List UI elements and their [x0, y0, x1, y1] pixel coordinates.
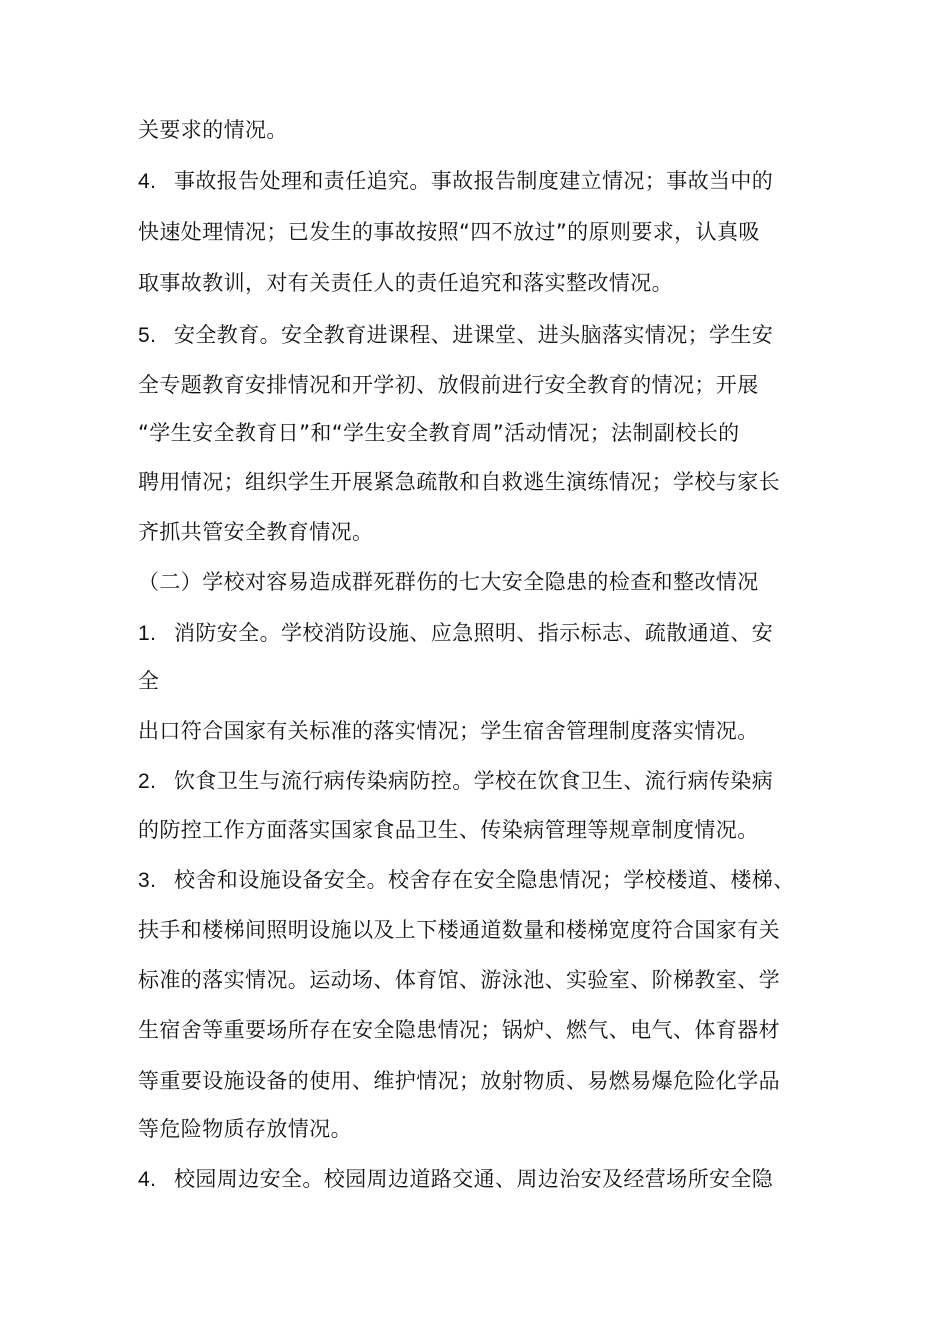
- text-content: 的防控工作方面落实国家食品卫生、传染病管理等规章制度情况。: [138, 818, 759, 842]
- text-content: 全: [138, 669, 160, 693]
- text-line: [138, 418, 838, 448]
- item-number: 4.: [138, 170, 157, 193]
- item-number: 3.: [138, 869, 157, 892]
- text-line: [138, 1114, 838, 1144]
- text-content: 等重要设施设备的使用、维护情况；放射物质、易燃易爆危险化学品: [138, 1069, 780, 1093]
- text-content: 快速处理情况；已发生的事故按照“四不放过”的原则要求，认真吸: [138, 220, 760, 244]
- text-line: [138, 1066, 838, 1096]
- text-line: [138, 815, 838, 845]
- text-content: 等危险物质存放情况。: [138, 1117, 352, 1141]
- text-line: [138, 166, 838, 197]
- text-line: [138, 915, 838, 945]
- text-content: 生宿舍等重要场所存在安全隐患情况；锅炉、燃气、电气、体育器材: [138, 1018, 780, 1042]
- item-number: 1.: [138, 622, 157, 645]
- text-content: 全专题教育安排情况和开学初、放假前进行安全教育的情况；开展: [138, 373, 759, 397]
- text-line: [138, 766, 838, 797]
- text-line: [138, 517, 838, 547]
- text-content: 取事故教训，对有关责任人的责任追究和落实整改情况。: [138, 271, 673, 295]
- text-content: 出口符合国家有关标准的落实情况；学生宿舍管理制度落实情况。: [138, 719, 759, 743]
- text-content: 校舍和设施设备安全。校舍存在安全隐患情况；学校楼道、楼梯、: [174, 868, 795, 892]
- text-line: [138, 965, 838, 995]
- text-line: [138, 320, 838, 351]
- item-number: 5.: [138, 324, 157, 347]
- text-line: [138, 217, 838, 247]
- text-line: [138, 865, 838, 896]
- text-line: [138, 1164, 838, 1195]
- text-line: [138, 716, 838, 746]
- text-content: 校园周边安全。校园周边道路交通、周边治安及经营场所安全隐: [174, 1167, 774, 1191]
- text-line: [138, 666, 838, 696]
- text-line: [138, 115, 838, 145]
- text-content: “学生安全教育日”和“学生安全教育周”活动情况；法制副校长的: [138, 421, 740, 445]
- text-content: 关要求的情况。: [138, 118, 288, 142]
- text-line: [138, 268, 838, 298]
- text-content: 事故报告处理和责任追究。事故报告制度建立情况；事故当中的: [174, 169, 774, 193]
- text-content: 标准的落实情况。运动场、体育馆、游泳池、实验室、阶梯教室、学: [138, 968, 780, 992]
- text-content: 扶手和楼梯间照明设施以及上下楼通道数量和楼梯宽度符合国家有关: [138, 918, 780, 942]
- section-heading: [138, 567, 838, 597]
- text-content: 聘用情况；组织学生开展紧急疏散和自救逃生演练情况；学校与家长: [138, 470, 780, 494]
- text-line: [138, 618, 838, 649]
- item-number: 4.: [138, 1168, 157, 1191]
- text-line: [138, 370, 838, 400]
- text-content: 饮食卫生与流行病传染病防控。学校在饮食卫生、流行病传染病: [174, 769, 774, 793]
- text-content: 安全教育。安全教育进课程、进课堂、进头脑落实情况；学生安: [174, 323, 774, 347]
- text-content: 齐抓共管安全教育情况。: [138, 520, 374, 544]
- text-line: [138, 467, 838, 497]
- text-content: 消防安全。学校消防设施、应急照明、指示标志、疏散通道、安: [174, 621, 774, 645]
- text-content: （二）学校对容易造成群死群伤的七大安全隐患的检查和整改情况: [138, 570, 759, 594]
- item-number: 2.: [138, 770, 157, 793]
- text-line: [138, 1015, 838, 1045]
